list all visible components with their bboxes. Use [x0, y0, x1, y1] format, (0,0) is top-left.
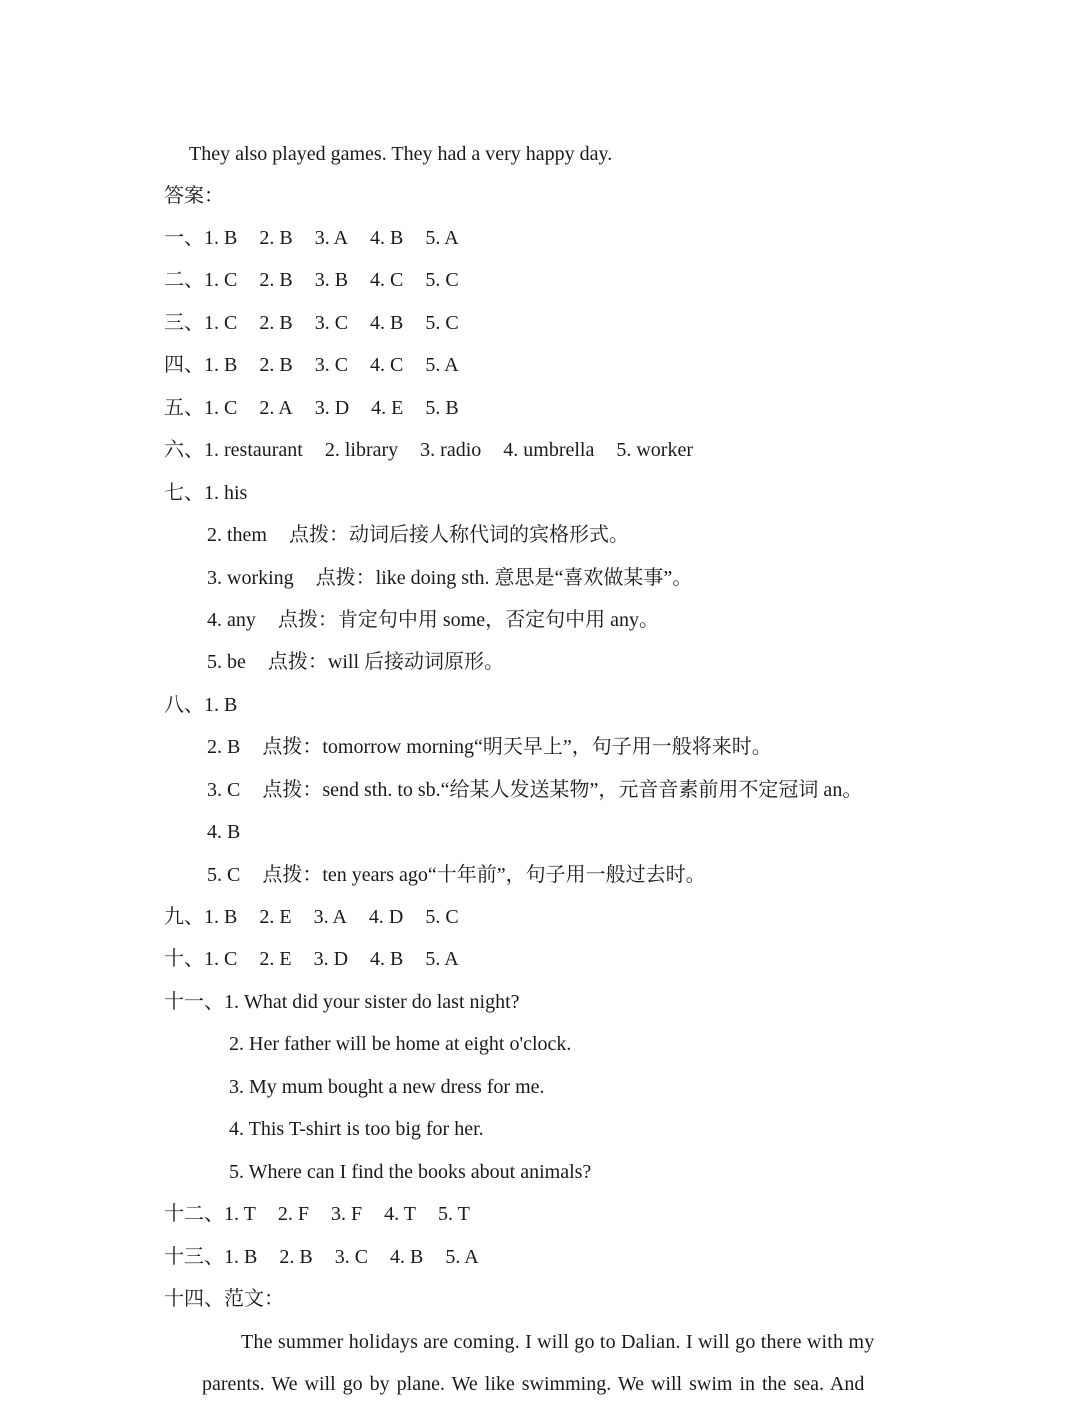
answer-item: 3. F [330, 1203, 363, 1225]
hint-text: 点拨：send sth. to sb.“给某人发送某物”，元音音素前用不定冠词 an。 [262, 779, 863, 801]
answer-item: 2. A [259, 397, 293, 419]
section-label: 十一、 [164, 991, 224, 1013]
section-14-label: 十四、范文： [164, 1288, 284, 1310]
answer-item: 3. A [314, 227, 349, 249]
answer-sentence: 4. This T-shirt is too big for her. [229, 1118, 484, 1140]
answer-item: 5. A [425, 354, 459, 376]
section-3 [164, 308, 459, 338]
answer-item: 5. A [425, 227, 459, 249]
section-4 [164, 350, 459, 380]
section-8 [164, 690, 237, 720]
answer-sentence: 5. Where can I find the books about animals? [229, 1161, 592, 1183]
answer-item: 1. T [224, 1203, 256, 1225]
section-label: 三、 [164, 312, 204, 334]
section-8-row [207, 775, 862, 805]
answer-item: 3. C [207, 779, 241, 801]
section-8-row [207, 860, 706, 890]
answer-item: 2. E [259, 948, 292, 970]
section-7-row [207, 520, 629, 550]
intro-line: They also played games. They had a very happy day. [189, 143, 613, 165]
section-13 [164, 1242, 479, 1272]
answer-item: 2. B [279, 1246, 313, 1268]
answer-item: 4. C [370, 269, 404, 291]
section-6 [164, 435, 693, 465]
section-10 [164, 944, 459, 974]
section-5 [164, 393, 459, 423]
section-label: 六、 [164, 439, 204, 461]
hint-text: 点拨：will 后接动词原形。 [267, 651, 505, 673]
answer-item: 2. B [259, 312, 293, 334]
answer-item: 4. any [207, 609, 256, 631]
answer-item: 2. B [259, 354, 293, 376]
answer-sentence: 2. Her father will be home at eight o'clock. [229, 1033, 572, 1055]
answer-item: 5. T [437, 1203, 470, 1225]
answer-item: 4. B [370, 948, 404, 970]
answer-sentence: 3. My mum bought a new dress for me. [229, 1076, 545, 1098]
section-label: 七、 [164, 482, 204, 504]
section-label: 四、 [164, 354, 204, 376]
answer-item: 3. A [313, 906, 347, 928]
section-label: 九、 [164, 906, 204, 928]
answer-item: 5. be [207, 651, 246, 673]
section-11 [164, 987, 520, 1017]
answer-item: 1. C [204, 948, 238, 970]
answer-item: 2. F [277, 1203, 309, 1225]
hint-text: 点拨：tomorrow morning“明天早上”，句子用一般将来时。 [262, 736, 772, 758]
answer-item: 5. A [425, 948, 459, 970]
answer-item: 1. C [204, 269, 238, 291]
answer-item: 2. them [207, 524, 267, 546]
section-1 [164, 223, 459, 253]
section-7-row [207, 647, 504, 677]
section-label: 一、 [164, 227, 204, 249]
hint-text: 点拨：like doing sth. 意思是“喜欢做某事”。 [315, 567, 693, 589]
answer-item: 1. B [204, 354, 238, 376]
answer-item: 5. C [425, 906, 459, 928]
section-8-row [207, 732, 772, 762]
section-label: 八、 [164, 694, 204, 716]
answer-item: 1. his [204, 482, 248, 504]
answer-item: 3. D [313, 948, 349, 970]
hint-text: 点拨：肯定句中用 some，否定句中用 any。 [277, 609, 659, 631]
answer-item: 4. D [368, 906, 404, 928]
answer-item: 1. C [204, 397, 238, 419]
answer-sentence: 1. What did your sister do last night? [224, 991, 520, 1013]
section-label: 十三、 [164, 1246, 224, 1268]
section-7 [164, 478, 247, 508]
answer-item: 3. radio [420, 439, 482, 461]
answer-item: 2. library [324, 439, 399, 461]
answer-item: 4. E [371, 397, 404, 419]
answer-item: 2. E [259, 906, 292, 928]
section-7-row [207, 563, 692, 593]
section-label: 十二、 [164, 1203, 224, 1225]
answer-item: 5. C [425, 269, 459, 291]
answer-item: 4. T [384, 1203, 416, 1225]
section-label: 十、 [164, 948, 204, 970]
answer-item: 4. B [370, 227, 404, 249]
answer-item: 3. C [314, 312, 349, 334]
answer-item: 1. restaurant [204, 439, 303, 461]
answer-item: 4. umbrella [503, 439, 595, 461]
section-12 [164, 1199, 470, 1229]
answer-item: 3. B [314, 269, 349, 291]
answer-item: 2. B [259, 227, 293, 249]
answer-item: 5. worker [616, 439, 693, 461]
answer-item: 1. B [204, 694, 238, 716]
section-label: 二、 [164, 269, 204, 291]
answer-item: 1. B [204, 227, 238, 249]
hint-text: 点拨：动词后接人称代词的宾格形式。 [289, 524, 629, 546]
essay-line: The summer holidays are coming. I will go to Dalian. I will go there with my [241, 1331, 875, 1353]
essay-line: parents. We will go by plane. We like swimming. We will swim in the sea. And [202, 1373, 865, 1395]
answer-item: 5. A [445, 1246, 479, 1268]
answer-item: 3. C [334, 1246, 369, 1268]
section-label: 五、 [164, 397, 204, 419]
answer-item: 5. B [425, 397, 459, 419]
answer-item: 3. D [314, 397, 350, 419]
answer-item: 4. B [370, 312, 404, 334]
answer-item: 1. C [204, 312, 238, 334]
hint-text: 点拨：ten years ago“十年前”，句子用一般过去时。 [262, 864, 706, 886]
section-8-row [207, 817, 240, 847]
answer-item: 1. B [224, 1246, 258, 1268]
answer-item: 2. B [207, 736, 241, 758]
answer-item: 3. working [207, 567, 294, 589]
answer-item: 4. B [207, 821, 241, 843]
answer-item: 5. C [207, 864, 241, 886]
answer-item: 1. B [204, 906, 238, 928]
answer-item: 4. B [390, 1246, 424, 1268]
answer-item: 5. C [425, 312, 459, 334]
section-2 [164, 265, 459, 295]
answer-item: 4. C [370, 354, 404, 376]
answer-item: 3. C [314, 354, 349, 376]
answer-item: 2. B [259, 269, 293, 291]
section-9 [164, 902, 459, 932]
answers-heading: 答案： [164, 185, 224, 207]
section-7-row [207, 605, 659, 635]
